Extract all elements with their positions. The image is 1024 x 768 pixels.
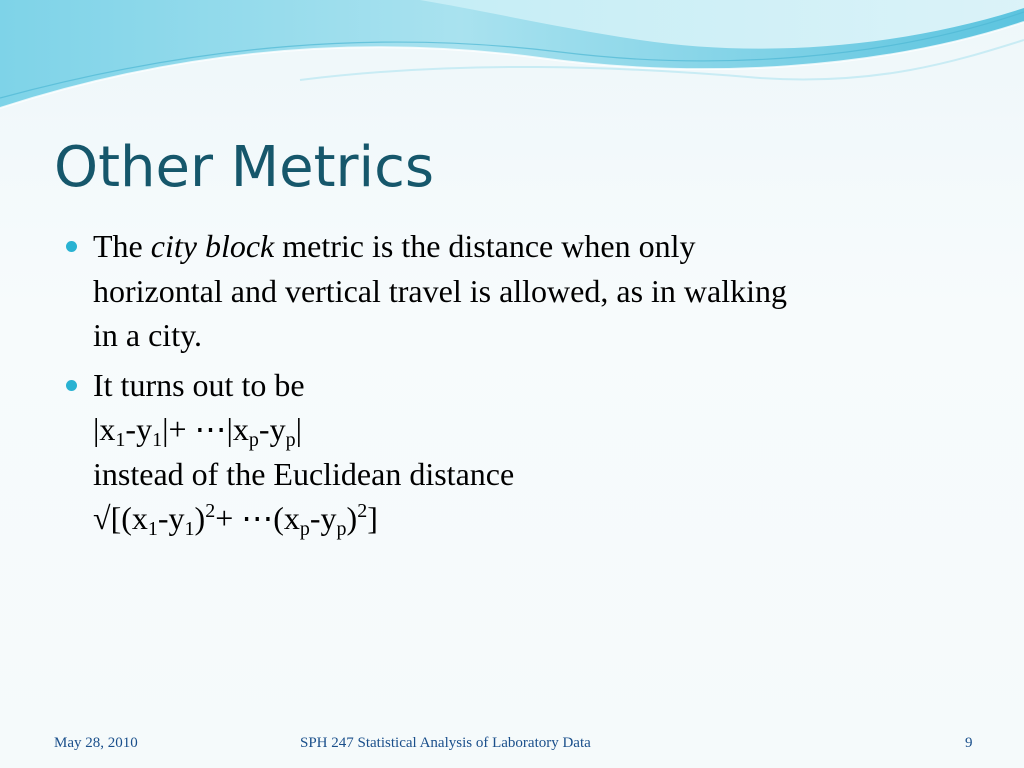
city-block-formula: $|x_1-y_1|+$ $\cdots|x_p-y_p|$ (93, 411, 302, 451)
euclidean-formula: $√[(x_1-y_1)^2+$ $\cdots(x_p-y_p)^2$] (93, 500, 378, 540)
header-wave-decoration (0, 0, 1024, 120)
bullet-dot-icon (66, 241, 77, 252)
footer-date: May 28, 2010 (54, 735, 138, 751)
footer-course-title: SPH 247 Statistical Analysis of Laboratory Data (300, 735, 591, 751)
emphasis-city-block: city block (150, 228, 275, 264)
bullet-list (64, 224, 964, 546)
slide-title: Other Metrics (54, 135, 435, 200)
bullet-line: in a city. (93, 317, 202, 353)
bullet-line: The city block metric is the distance when only (93, 228, 696, 264)
bullet-dot-icon (66, 380, 77, 391)
bullet-item-formula (64, 363, 964, 541)
bullet-line: instead of the Euclidean distance (93, 455, 515, 492)
footer-page-number: 9 (965, 735, 973, 751)
bullet-line: horizontal and vertical travel is allowed, as in walking (93, 272, 787, 309)
bullet-line: It turns out to be (93, 366, 305, 403)
bullet-item-city-block (64, 224, 964, 358)
